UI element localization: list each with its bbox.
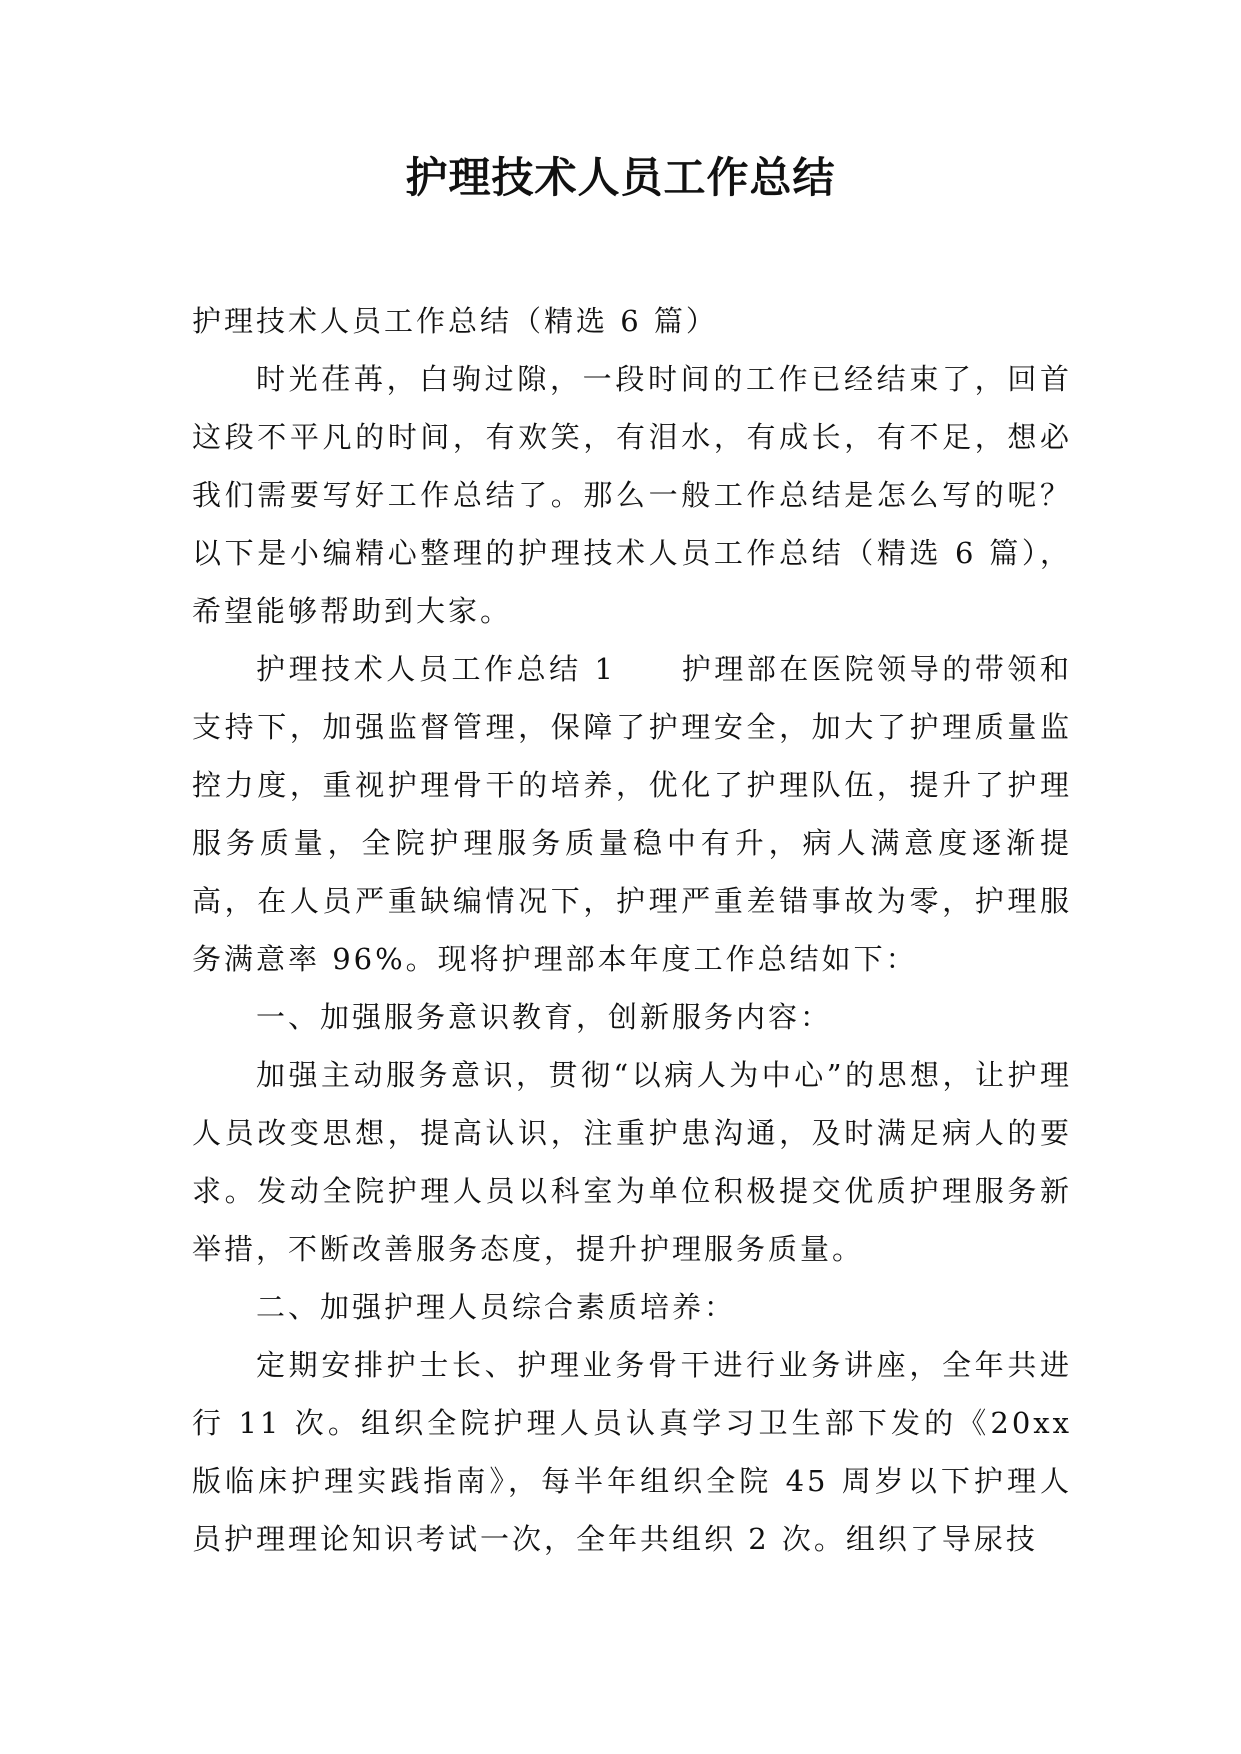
document-title: 护理技术人员工作总结 [405, 153, 836, 202]
summary-1-paragraph: 护理技术人员工作总结 1 护理部在医院领导的带领和支持下，加强监督管理，保障了护理安全，加大了护理质量监控力度，重视护理骨干的培养，优化了护理队伍，提升了护理服务质量，全院护理服务质量稳中有升，病人满意度逐渐提高，在人员严重缺编情况下，护理严重差错事故为零，护理服务满意率 96%。现将护理部本年度工作总结如下： [192, 652, 1072, 976]
section-1-paragraph: 加强主动服务意识，贯彻“以病人为中心”的思想，让护理人员改变思想，提高认识，注重护患沟通，及时满足病人的要求。发动全院护理人员以科室为单位积极提交优质护理服务新举措，不断改善服务态度，提升护理服务质量。 [192, 1058, 1072, 1266]
intro-paragraph: 时光荏苒，白驹过隙，一段时间的工作已经结束了，回首这段不平凡的时间，有欢笑，有泪水，有成长，有不足，想必我们需要写好工作总结了。那么一般工作总结是怎么写的呢？以下是小编精心整理的护理技术人员工作总结（精选 6 篇），希望能够帮助到大家。 [192, 362, 1072, 628]
section-2-paragraph: 定期安排护士长、护理业务骨干进行业务讲座，全年共进行 11 次。组织全院护理人员认真学习卫生部下发的《20xx 版临床护理实践指南》，每半年组织全院 45 周岁以下护理人员护理理论知识考试一次，全年共组织 2 次。组织了导尿技 [192, 1348, 1072, 1556]
section-heading-2: 二、加强护理人员综合素质培养： [256, 1290, 737, 1324]
subtitle-line: 护理技术人员工作总结（精选 6 篇） [192, 304, 718, 338]
section-heading-1: 一、加强服务意识教育，创新服务内容： [256, 1000, 833, 1034]
document-body [192, 292, 1072, 1568]
